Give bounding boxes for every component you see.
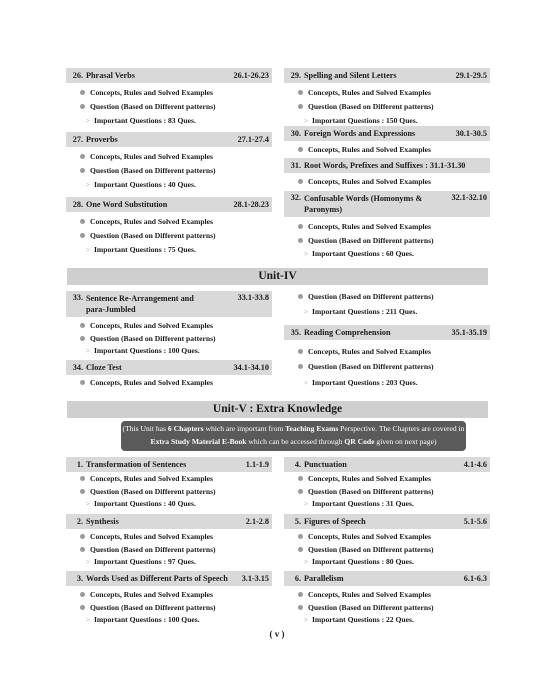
arrow-icon: >: [304, 250, 308, 258]
bullet-icon: [298, 179, 303, 184]
arrow-icon: >: [86, 246, 90, 254]
list-item: Concepts, Rules and Solved Examples: [80, 532, 213, 541]
list-item: Concepts, Rules and Solved Examples: [80, 88, 213, 97]
arrow-icon: >: [304, 500, 308, 508]
arrow-icon: >: [304, 308, 308, 316]
bullet-icon: [80, 534, 85, 539]
arrow-icon: >: [86, 117, 90, 125]
bullet-icon: [298, 605, 303, 610]
list-item: Concepts, Rules and Solved Examples: [298, 474, 431, 483]
arrow-icon: >: [86, 347, 90, 355]
bullet-icon: [80, 219, 85, 224]
list-item: Question (Based on Different patterns): [80, 334, 216, 343]
list-item: Question (Based on Different patterns): [298, 545, 434, 554]
arrow-icon: >: [304, 558, 308, 566]
toc-left-unit4: [66, 291, 272, 391]
important-questions: > Important Questions : 60 Ques.: [304, 249, 414, 258]
list-item: Concepts, Rules and Solved Examples: [298, 88, 431, 97]
bullet-icon: [80, 605, 85, 610]
important-questions: > Important Questions : 31 Ques.: [304, 499, 414, 508]
list-item: Concepts, Rules and Solved Examples: [80, 152, 213, 161]
toc-right-unit5: [284, 457, 490, 627]
important-questions: > Important Questions : 211 Ques.: [304, 307, 418, 316]
bullet-icon: [298, 349, 303, 354]
chapter-1-header[interactable]: 1. Transformation of Sentences 1.1-1.9: [66, 457, 272, 472]
important-questions: > Important Questions : 75 Ques.: [86, 245, 196, 254]
bullet-icon: [298, 547, 303, 552]
bullet-icon: [298, 104, 303, 109]
bullet-icon: [298, 147, 303, 152]
bullet-icon: [80, 233, 85, 238]
list-item: Question (Based on Different patterns): [298, 487, 434, 496]
list-item: Concepts, Rules and Solved Examples: [298, 532, 431, 541]
toc-left-top: [66, 68, 272, 268]
arrow-icon: >: [304, 616, 308, 624]
list-item: Concepts, Rules and Solved Examples: [80, 217, 213, 226]
bullet-icon: [298, 476, 303, 481]
chapter-31-header[interactable]: 31. Root Words, Prefixes and Suffixes : 31.1-31.30: [284, 158, 490, 173]
list-item: Question (Based on Different patterns): [298, 603, 434, 612]
toc-left-unit5: [66, 457, 272, 627]
chapter-2-header[interactable]: 2. Synthesis 2.1-2.8: [66, 514, 272, 529]
important-questions: > Important Questions : 22 Ques.: [304, 615, 414, 624]
list-item: Concepts, Rules and Solved Examples: [80, 590, 213, 599]
important-questions: > Important Questions : 100 Ques.: [86, 346, 200, 355]
list-item: Concepts, Rules and Solved Examples: [298, 145, 431, 154]
page-number: ( v ): [269, 629, 285, 639]
toc-right-top: [284, 68, 490, 268]
unit-5-note: (This Unit has 6 Chapters which are important from Teaching Exams Perspective. The Chapters are covered in Extra Study Material E-Book which can be accessed through QR Code given on next page): [121, 421, 466, 451]
chapter-26-header[interactable]: 26. Phrasal Verbs 26.1-26.23: [66, 68, 272, 83]
bullet-icon: [80, 336, 85, 341]
arrow-icon: >: [86, 181, 90, 189]
list-item: Concepts, Rules and Solved Examples: [298, 347, 431, 356]
unit-4-heading: Unit-IV: [67, 268, 488, 285]
chapter-27-header[interactable]: 27. Proverbs 27.1-27.4: [66, 132, 272, 147]
bullet-icon: [298, 294, 303, 299]
list-item: Question (Based on Different patterns): [298, 362, 434, 371]
arrow-icon: >: [86, 500, 90, 508]
important-questions: > Important Questions : 100 Ques.: [86, 615, 200, 624]
list-item: Question (Based on Different patterns): [80, 166, 216, 175]
bullet-icon: [80, 547, 85, 552]
chapter-33-header[interactable]: 33. Sentence Re-Arrangement and para-Jumbled 33.1-33.8: [66, 291, 272, 317]
arrow-icon: >: [304, 117, 308, 125]
chapter-5-header[interactable]: 5. Figures of Speech 5.1-5.6: [284, 514, 490, 529]
important-questions: > Important Questions : 150 Ques.: [304, 116, 418, 125]
bullet-icon: [80, 168, 85, 173]
bullet-icon: [298, 224, 303, 229]
chapter-35-header[interactable]: 35. Reading Comprehension 35.1-35.19: [284, 325, 490, 340]
bullet-icon: [298, 489, 303, 494]
list-item: Question (Based on Different patterns): [80, 231, 216, 240]
list-item: Concepts, Rules and Solved Examples: [298, 590, 431, 599]
chapter-30-header[interactable]: 30. Foreign Words and Expressions 30.1-30.5: [284, 126, 490, 141]
list-item: Question (Based on Different patterns): [80, 545, 216, 554]
list-item: Question (Based on Different patterns): [298, 292, 434, 301]
chapter-4-header[interactable]: 4. Punctuation 4.1-4.6: [284, 457, 490, 472]
list-item: Concepts, Rules and Solved Examples: [80, 378, 213, 387]
list-item: Question (Based on Different patterns): [80, 487, 216, 496]
bullet-icon: [298, 592, 303, 597]
arrow-icon: >: [86, 558, 90, 566]
important-questions: > Important Questions : 83 Ques.: [86, 116, 196, 125]
bullet-icon: [298, 238, 303, 243]
important-questions: > Important Questions : 40 Ques.: [86, 499, 196, 508]
bullet-icon: [80, 476, 85, 481]
bullet-icon: [80, 323, 85, 328]
chapter-34-header[interactable]: 34. Cloze Test 34.1-34.10: [66, 360, 272, 375]
arrow-icon: >: [304, 379, 308, 387]
list-item: Concepts, Rules and Solved Examples: [80, 321, 213, 330]
bullet-icon: [80, 154, 85, 159]
important-questions: > Important Questions : 80 Ques.: [304, 557, 414, 566]
chapter-28-header[interactable]: 28. One Word Substitution 28.1-28.23: [66, 197, 272, 212]
chapter-29-header[interactable]: 29. Spelling and Silent Letters 29.1-29.5: [284, 68, 490, 83]
bullet-icon: [80, 489, 85, 494]
bullet-icon: [298, 364, 303, 369]
list-item: Question (Based on Different patterns): [80, 603, 216, 612]
list-item: Concepts, Rules and Solved Examples: [80, 474, 213, 483]
bullet-icon: [80, 592, 85, 597]
bullet-icon: [80, 90, 85, 95]
chapter-32-header[interactable]: 32. Confusable Words (Homonyms & Paronyms) 32.1-32.10: [284, 191, 490, 217]
important-questions: > Important Questions : 40 Ques.: [86, 180, 196, 189]
list-item: Question (Based on Different patterns): [298, 236, 434, 245]
toc-right-unit4: [284, 291, 490, 391]
unit-5-heading: Unit-V : Extra Knowledge: [67, 401, 488, 418]
bullet-icon: [298, 90, 303, 95]
list-item: Concepts, Rules and Solved Examples: [298, 222, 431, 231]
list-item: Question (Based on Different patterns): [80, 102, 216, 111]
list-item: Question (Based on Different patterns): [298, 102, 434, 111]
bullet-icon: [80, 104, 85, 109]
bullet-icon: [298, 534, 303, 539]
arrow-icon: >: [86, 616, 90, 624]
list-item: Concepts, Rules and Solved Examples: [298, 177, 431, 186]
important-questions: > Important Questions : 203 Ques.: [304, 378, 418, 387]
bullet-icon: [80, 380, 85, 385]
important-questions: > Important Questions : 97 Ques.: [86, 557, 196, 566]
chapter-6-header[interactable]: 6. Parallelism 6.1-6.3: [284, 571, 490, 586]
chapter-3-header[interactable]: 3. Words Used as Different Parts of Speech 3.1-3.15: [66, 571, 272, 586]
